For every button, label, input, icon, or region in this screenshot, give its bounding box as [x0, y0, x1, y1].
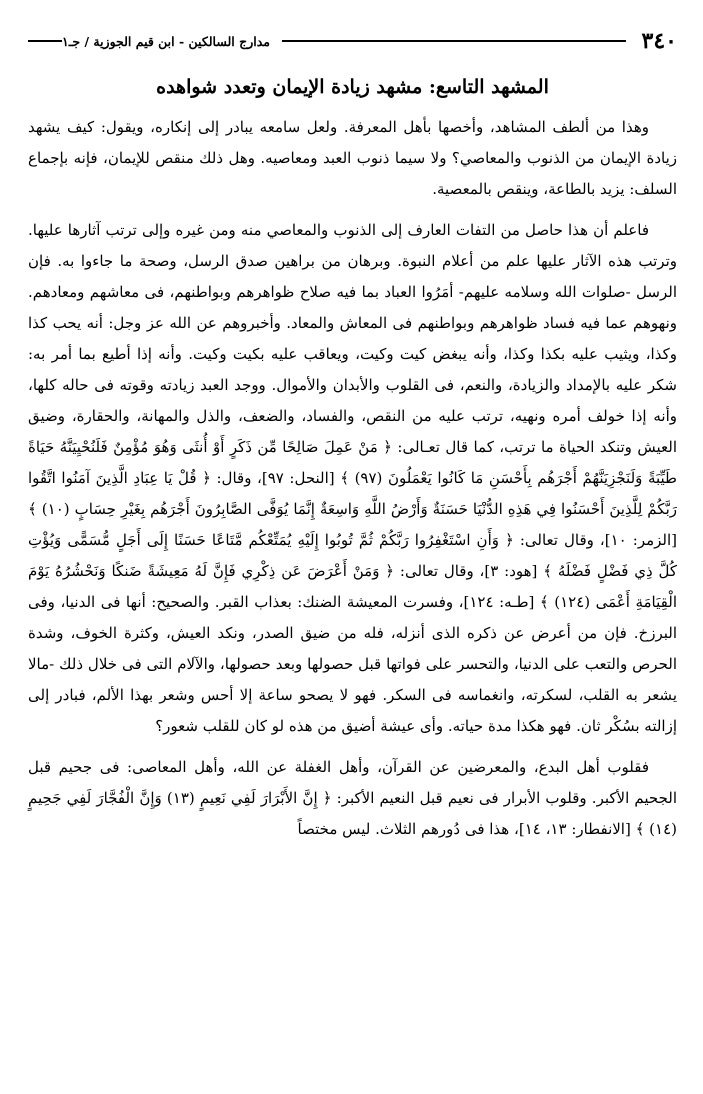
paragraph-3: فقلوب أهل البدع، والمعرضين عن القرآن، وأهل الغفلة عن الله، وأهل المعاصى: فى جحيم قبل الجحيم الأكبر. وقلوب الأبرار فى نعيم قبل النعيم الأكبر: ﴿ إِنَّ الأَبْرَارَ لَفِي نَعِيمٍ (١٣) وَإِنَّ الْفُجَّارَ لَفِي جَحِيمٍ (١٤) ﴾ [الانفطار: ١٣، ١٤]، هذا فى دُورهم الثلاث. ليس مختصاً: [28, 758, 677, 838]
page-number: ٣٤٠: [641, 28, 677, 54]
header-rule: [282, 40, 626, 42]
paragraph-1: وهذا من ألطف المشاهد، وأخصها بأهل المعرفة. ولعل سامعه يبادر إلى إنكاره، ويقول: كيف يشهد زيادة الإيمان من الذنوب والمعاصي؟ ولا سيما ذنوب العبد ومعاصيه. وهل ذلك منقص للإيمان، فإنه بإجماع السلف: يزيد بالطاعة، وينقص بالمعصية.: [28, 118, 677, 198]
header-rule-end: [28, 40, 62, 42]
body-text: [28, 112, 677, 845]
running-title: مدارج السالكين - ابن قيم الجوزية / جـ١: [62, 33, 270, 49]
paragraph-2: فاعلم أن هذا حاصل من التفات العارف إلى الذنوب والمعاصي منه ومن غيره وإلى ترتب آثارها عليها. وترتب هذه الآثار عليها علم من أعلام النبوة. وبرهان من براهين صدق الرسل، وصحة ما جاءوا به. فإن الرسل -صلوات الله وسلامه عليهم- أمَرُوا العباد بما فيه صلاح ظواهرهم وبواطنهم، فى معاشهم ومعادهم. ونهوهم عما فيه فساد ظواهرهم وبواطنهم فى المعاش والمعاد. وأخبروهم عن الله عز وجل: أنه يحب كذا وكذا، ويثيب عليه بكذا وكذا، وأنه يبغض كيت وكيت، ويعاقب عليه بكيت وكيت. وأنه إذا أطيع بما أمر به: شكر عليه بالإمداد والزيادة، والنعم، فى القلوب والأبدان والأموال. ووجد العبد زيادته وقوته فى حاله كلها، وأنه إذا خولف أمره ونهيه، ترتب عليه من النقص، والفساد، والضعف، والذل والمهانة، والحقارة، وضيق العيش وتنكد الحياة ما ترتب، كما قال تعـالى: ﴿ مَنْ عَمِلَ صَالِحًا مِّن ذَكَرٍ أَوْ أُنثَى وَهُوَ مُؤْمِنٌ فَلَنُحْيِيَنَّهُ حَيَاةً طَيِّبَةً وَلَنَجْزِيَنَّهُمْ أَجْرَهُم بِأَحْسَنِ مَا كَانُوا يَعْمَلُونَ (٩٧) ﴾ [النحل: ٩٧]، وقال: ﴿ قُلْ يَا عِبَادِ الَّذِينَ آمَنُوا اتَّقُوا رَبَّكُمْ لِلَّذِينَ أَحْسَنُوا فِي هَذِهِ الدُّنْيَا حَسَنَةٌ وَأَرْضُ اللَّهِ وَاسِعَةٌ إِنَّمَا يُوَفَّى الصَّابِرُونَ أَجْرَهُم بِغَيْرِ حِسَابٍ (١٠) ﴾ [الزمر: ١٠]، وقال تعالى: ﴿ وَأَنِ اسْتَغْفِرُوا رَبَّكُمْ ثُمَّ تُوبُوا إِلَيْهِ يُمَتِّعْكُم مَّتَاعًا حَسَنًا إِلَى أَجَلٍ مُّسَمًّى وَيُؤْتِ كُلَّ ذِي فَضْلٍ فَضْلَهُ ﴾ [هود: ٣]، وقال تعالى: ﴿ وَمَنْ أَعْرَضَ عَن ذِكْرِي فَإِنَّ لَهُ مَعِيشَةً ضَنكًا وَنَحْشُرُهُ يَوْمَ الْقِيَامَةِ أَعْمَى (١٢٤) ﴾ [طـه: ١٢٤]، وفسرت المعيشة الضنك: بعذاب القبر. والصحيح: أنها فى الدنيا، وفى البرزخ. فإن من أعرض عن ذكره الذى أنزله، فله من ضيق الصدر، ونكد العيش، وكثرة الخوف، وشدة الحرص والتعب على الدنيا، والتحسر على فواتها قبل حصولها وبعد حصولها، والآلام التى فى خلال ذلك -مالا يشعر به القلب، لسكرته، وانغماسه فى السكر. فهو لا يصحو ساعة إلا أحس وشعر بهذا الألم، فبادر إلى إزالته بسُكْر ثان. فهو هكذا مدة حياته. وأى عيشة أضيق من هذه لو كان للقلب شعور؟: [28, 221, 678, 735]
section-title: المشهد التاسع: مشهد زيادة الإيمان وتعدد شواهده: [156, 76, 549, 98]
page-header: [28, 24, 677, 58]
